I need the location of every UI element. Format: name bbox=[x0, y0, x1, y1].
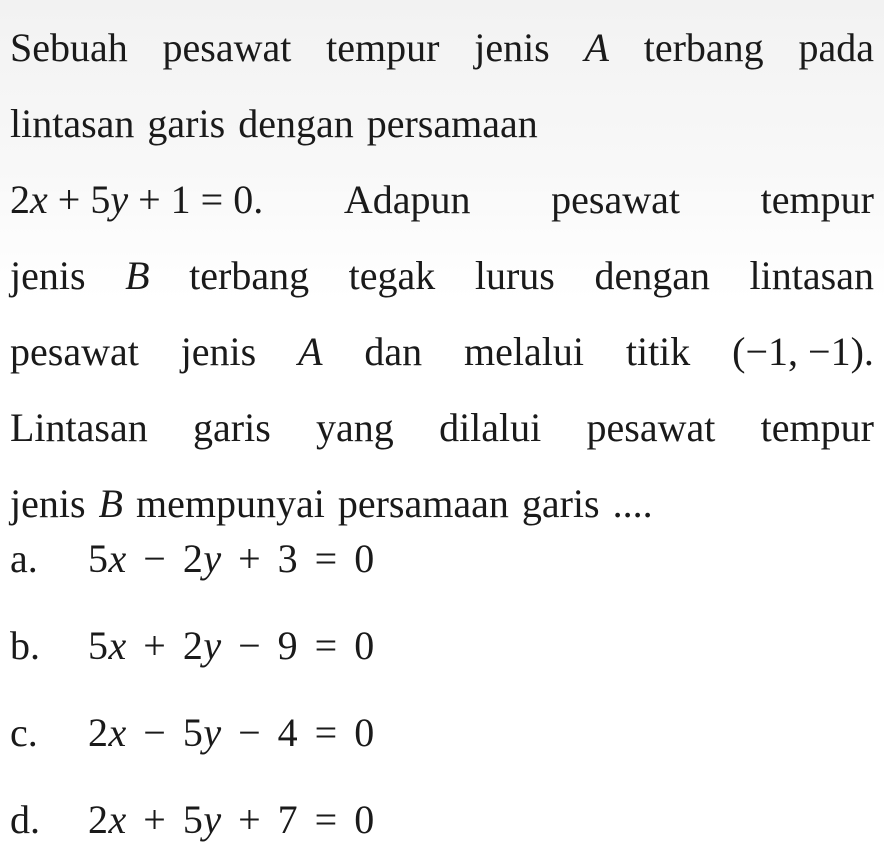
word: Lintasan bbox=[10, 405, 148, 450]
word: lurus bbox=[474, 253, 555, 298]
variable-b: B bbox=[98, 481, 123, 526]
option-equation: 5x − 2y + 3 = 0 bbox=[88, 536, 375, 581]
option-equation: 2x − 5y − 4 = 0 bbox=[88, 710, 375, 755]
word: pesawat bbox=[162, 25, 292, 70]
word: titik bbox=[625, 329, 691, 374]
variable-b: B bbox=[125, 253, 150, 298]
question-line-4 bbox=[10, 238, 874, 314]
point-coordinates: (−1, −1). bbox=[732, 329, 874, 374]
word: pada bbox=[798, 25, 874, 70]
word: persamaan bbox=[366, 101, 538, 146]
question-line-3 bbox=[10, 162, 874, 238]
word: pesawat bbox=[10, 329, 139, 374]
word: Sebuah bbox=[10, 25, 128, 70]
word: pesawat bbox=[586, 405, 716, 450]
option-letter: b. bbox=[10, 623, 40, 668]
word: lintasan bbox=[749, 253, 874, 298]
option-d[interactable] bbox=[10, 776, 375, 863]
word: lintasan bbox=[10, 101, 135, 146]
ellipsis: .... bbox=[612, 481, 653, 526]
option-equation: 5x + 2y − 9 = 0 bbox=[88, 623, 375, 668]
word: tempur bbox=[760, 177, 874, 222]
option-equation: 2x + 5y + 7 = 0 bbox=[88, 797, 375, 842]
option-a[interactable] bbox=[10, 515, 375, 602]
word: jenis bbox=[10, 253, 86, 298]
answer-options bbox=[10, 515, 375, 863]
word: mempunyai bbox=[135, 481, 325, 526]
option-b[interactable] bbox=[10, 602, 375, 689]
option-letter: d. bbox=[10, 797, 40, 842]
word: garis bbox=[521, 481, 600, 526]
word: tempur bbox=[760, 405, 874, 450]
word: jenis bbox=[180, 329, 257, 374]
word: tegak bbox=[348, 253, 436, 298]
word: dengan bbox=[238, 101, 354, 146]
variable-a: A bbox=[584, 25, 609, 70]
question-line-5 bbox=[10, 314, 874, 390]
question-line-2 bbox=[10, 86, 874, 162]
option-letter: a. bbox=[10, 536, 38, 581]
variable-a: A bbox=[298, 329, 323, 374]
word: dengan bbox=[594, 253, 710, 298]
word: dilalui bbox=[439, 405, 542, 450]
word: garis bbox=[147, 101, 226, 146]
word: jenis bbox=[474, 25, 550, 70]
word: dan bbox=[364, 329, 423, 374]
question-line-6 bbox=[10, 390, 874, 466]
word: yang bbox=[316, 405, 394, 450]
question-line-1 bbox=[10, 10, 874, 86]
option-c[interactable] bbox=[10, 689, 375, 776]
line-equation: 2x + 5y + 1 = 0. bbox=[10, 177, 264, 222]
question-text bbox=[10, 10, 874, 542]
option-letter: c. bbox=[10, 710, 38, 755]
word: garis bbox=[193, 405, 271, 450]
word: melalui bbox=[464, 329, 584, 374]
word: terbang bbox=[643, 25, 764, 70]
word: tempur bbox=[326, 25, 440, 70]
word: terbang bbox=[189, 253, 310, 298]
word: persamaan bbox=[337, 481, 509, 526]
word: jenis bbox=[10, 481, 86, 526]
word: pesawat bbox=[551, 177, 680, 222]
word: Adapun bbox=[343, 177, 471, 222]
